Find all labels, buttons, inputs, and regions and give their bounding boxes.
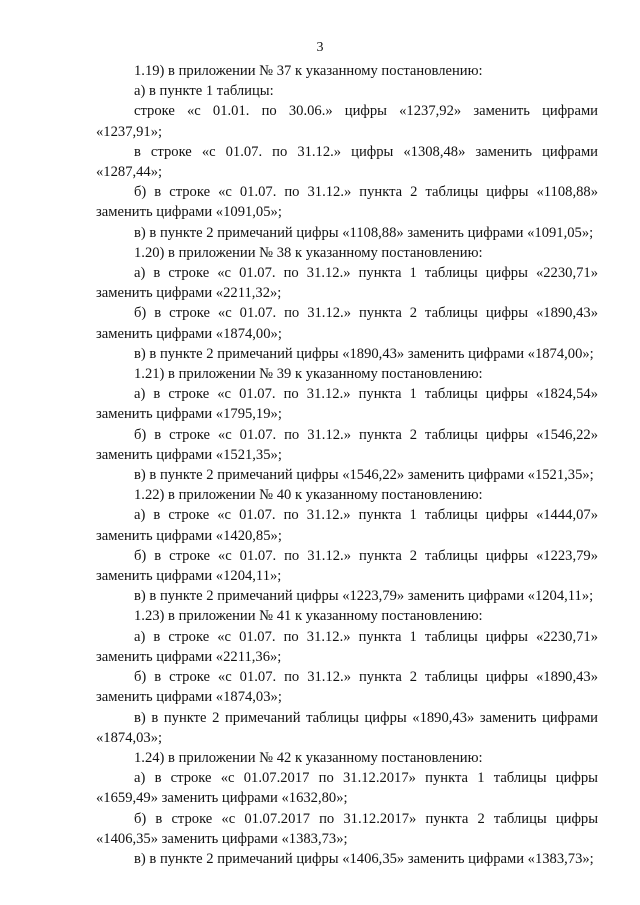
list-item: а) в строке «с 01.07. по 31.12.» пункта 1 таблицы цифры «1444,07» заменить цифрами «1420,85»; (96, 507, 598, 544)
list-item: в) в пункте 2 примечаний цифры «1223,79» заменить цифрами «1204,11»; (134, 588, 594, 605)
list-item: а) в строке «с 01.07. по 31.12.» пункта 1 таблицы цифры «1824,54» заменить цифрами «1795,19»; (96, 386, 598, 423)
list-item: б) в строке «с 01.07. по 31.12.» пункта 2 таблицы цифры «1890,43» заменить цифрами «1874,03»; (96, 669, 598, 706)
list-item: б) в строке «с 01.07. по 31.12.» пункта 2 таблицы цифры «1890,43» заменить цифрами «1874,00»; (96, 305, 598, 342)
list-item: в) в пункте 2 примечаний таблицы цифры «1890,43» заменить цифрами «1874,03»; (96, 709, 598, 746)
page-number: 3 (316, 40, 324, 55)
list-item: в) в пункте 2 примечаний цифры «1108,88» заменить цифрами «1091,05»; (134, 224, 594, 241)
section-heading: 1.21) в приложении № 39 к указанному постановлению: (134, 366, 483, 383)
list-item: в) в пункте 2 примечаний цифры «1406,35» заменить цифрами «1383,73»; (134, 850, 594, 867)
list-item: б) в строке «с 01.07.2017 по 31.12.2017» пункта 2 таблицы цифры «1406,35» заменить цифрами «1383,73»; (96, 810, 598, 847)
list-item: в) в пункте 2 примечаний цифры «1546,22» заменить цифрами «1521,35»; (134, 467, 594, 484)
list-item: в) в пункте 2 примечаний цифры «1890,43» заменить цифрами «1874,00»; (134, 345, 594, 362)
document-body (96, 61, 598, 869)
list-item: а) в строке «с 01.07.2017 по 31.12.2017» пункта 1 таблицы цифры «1659,49» заменить цифрами «1632,80»; (96, 770, 598, 807)
list-item: в строке «с 01.07. по 31.12.» цифры «1308,48» заменить цифрами «1287,44»; (96, 143, 598, 181)
section-heading: 1.22) в приложении № 40 к указанному постановлению: (134, 487, 483, 504)
list-item: а) в строке «с 01.07. по 31.12.» пункта 1 таблицы цифры «2230,71» заменить цифрами «2211,36»; (96, 628, 598, 665)
list-item: б) в строке «с 01.07. по 31.12.» пункта 2 таблицы цифры «1108,88» заменить цифрами «1091,05»; (96, 184, 598, 221)
list-item: а) в пункте 1 таблицы: (134, 83, 274, 100)
list-item: б) в строке «с 01.07. по 31.12.» пункта 2 таблицы цифры «1546,22» заменить цифрами «1521,35»; (96, 426, 598, 463)
section-heading: 1.20) в приложении № 38 к указанному постановлению: (134, 244, 483, 261)
section-heading: 1.19) в приложении № 37 к указанному постановлению: (134, 63, 483, 79)
section-heading: 1.23) в приложении № 41 к указанному постановлению: (134, 608, 483, 625)
section-heading: 1.24) в приложении № 42 к указанному постановлению: (134, 749, 483, 766)
list-item: б) в строке «с 01.07. по 31.12.» пункта 2 таблицы цифры «1223,79» заменить цифрами «1204,11»; (96, 547, 598, 585)
list-item: строке «с 01.01. по 30.06.» цифры «1237,92» заменить цифрами «1237,91»; (96, 103, 598, 140)
list-item: а) в строке «с 01.07. по 31.12.» пункта 1 таблицы цифры «2230,71» заменить цифрами «2211,32»; (96, 265, 598, 302)
